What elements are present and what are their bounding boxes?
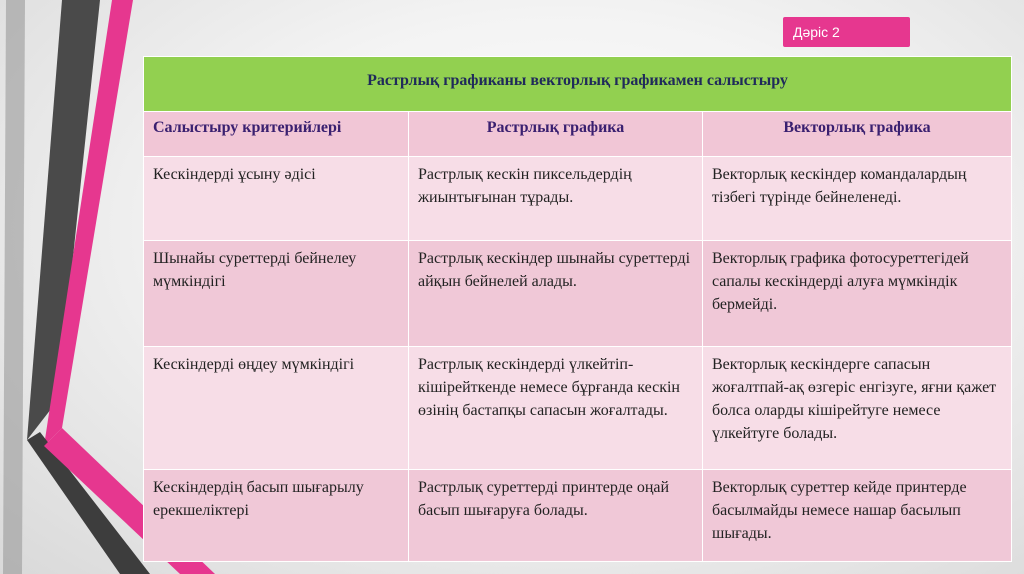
- table-row: [144, 157, 1012, 241]
- row-criterion: Кескіндерді ұсыну әдісі: [144, 157, 409, 241]
- lecture-badge: Дәріс 2: [783, 17, 910, 47]
- row-raster: Растрлық суреттерді принтерде оңай басып шығаруға болады.: [409, 470, 703, 562]
- comparison-table: [143, 56, 1012, 562]
- gray-stripe: [3, 0, 25, 574]
- header-vector: Векторлық графика: [703, 112, 1012, 157]
- row-vector: Векторлық графика фотосуреттегідей сапалы кескіндерді алуға мүмкіндік бермейді.: [703, 241, 1012, 347]
- row-vector: Векторлық кескіндер командалардың тізбегі түрінде бейнеленеді.: [703, 157, 1012, 241]
- table-row: [144, 347, 1012, 470]
- header-row: [144, 112, 1012, 157]
- row-vector: Векторлық суреттер кейде принтерде басылмайды немесе нашар басылып шығады.: [703, 470, 1012, 562]
- row-raster: Растрлық кескін пиксельдердің жиынтығынан тұрады.: [409, 157, 703, 241]
- table-row: [144, 470, 1012, 562]
- row-criterion: Кескіндерді өңдеу мүмкіндігі: [144, 347, 409, 470]
- header-raster: Растрлық графика: [409, 112, 703, 157]
- row-criterion: Шынайы суреттерді бейнелеу мүмкіндігі: [144, 241, 409, 347]
- table-row: [144, 241, 1012, 347]
- table-title: Растрлық графиканы векторлық графикамен салыстыру: [144, 57, 1012, 112]
- row-raster: Растрлық кескіндер шынайы суреттерді айқын бейнелей алады.: [409, 241, 703, 347]
- row-criterion: Кескіндердің басып шығарылу ерекшеліктері: [144, 470, 409, 562]
- header-criteria: Салыстыру критерийлері: [144, 112, 409, 157]
- row-vector: Векторлық кескіндерге сапасын жоғалтпай-ақ өзгеріс енгізуге, яғни қажет болса оларды кішірейтуге немесе үлкейтуге болады.: [703, 347, 1012, 470]
- row-raster: Растрлық кескіндерді үлкейтіп-кішірейткенде немесе бұрғанда кескін өзінің бастапқы сапасын жоғалтады.: [409, 347, 703, 470]
